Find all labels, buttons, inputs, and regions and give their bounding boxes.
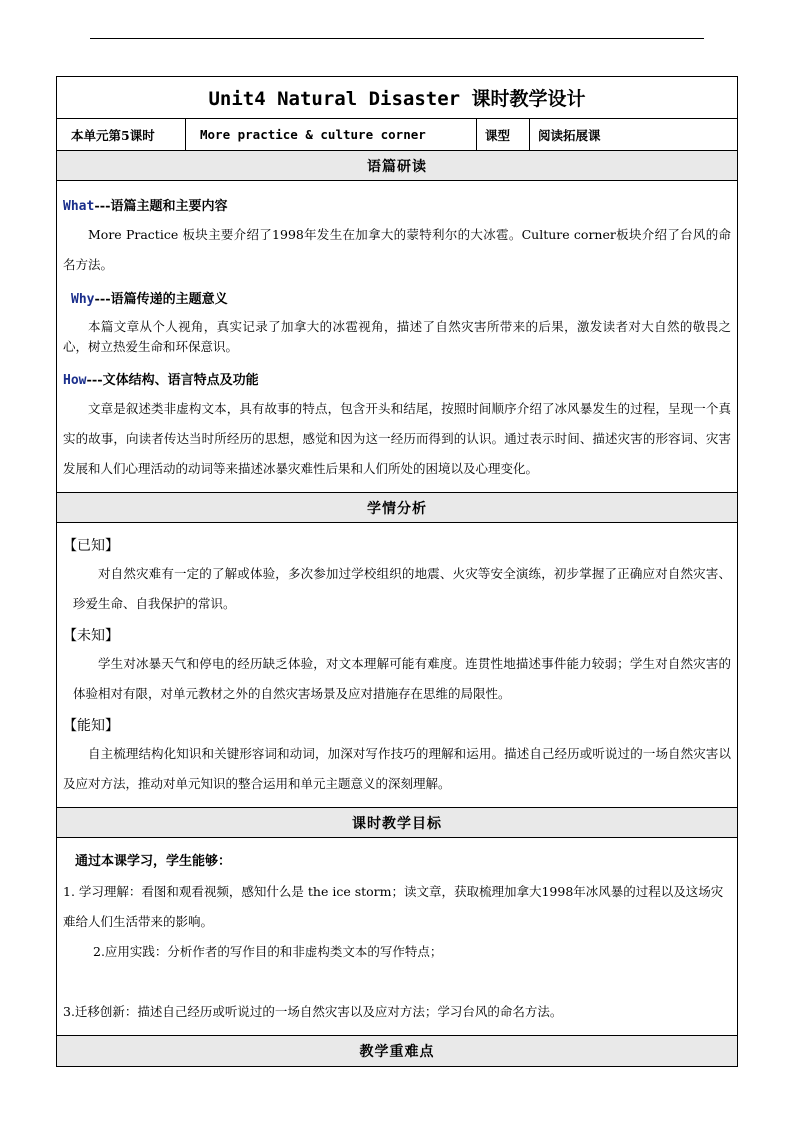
why-en: Why: [71, 292, 95, 307]
can-paragraph: 自主梳理结构化知识和关键形容词和动词，加深对写作技巧的理解和运用。描述自己经历或听说过的一场自然灾害以及应对方法，推动对单元知识的整合运用和单元主题意义的深刻理解。: [63, 746, 731, 791]
unknown-label: 【未知】: [63, 628, 119, 644]
unknown-paragraph: 学生对冰暴天气和停电的经历缺乏体验，对文本理解可能有难度。连贯性地描述事件能力较弱；学生对自然灾害的体验相对有限，对单元教材之外的自然灾害场景及应对措施存在思维的局限性。: [73, 656, 731, 701]
learner-analysis-block: [57, 523, 737, 808]
why-label-text: ---语篇传递的主题意义: [94, 292, 228, 307]
section-heading-objectives: 课时教学目标: [57, 808, 737, 838]
known-label: 【已知】: [63, 538, 119, 554]
lesson-type-label: 课型: [477, 119, 530, 150]
lesson-topic: More practice & culture corner: [186, 119, 477, 150]
how-en: How: [63, 373, 87, 388]
what-label-text: ---语篇主题和主要内容: [94, 199, 228, 214]
page-header-rule: [90, 38, 704, 39]
objectives-lead: 通过本课学习，学生能够：: [75, 854, 232, 869]
how-label: [63, 369, 731, 388]
why-label: [71, 288, 731, 307]
lesson-plan-table: [56, 76, 738, 1067]
what-label: [63, 195, 731, 214]
what-en: What: [63, 199, 95, 214]
objectives-block: [57, 838, 737, 1036]
known-paragraph: 对自然灾难有一定的了解或体验，多次参加过学校组织的地震、火灾等安全演练，初步掌握了正确应对自然灾害、珍爱生命、自我保护的常识。: [73, 566, 731, 611]
can-label: 【能知】: [63, 718, 119, 734]
lesson-type-value: 阅读拓展课: [538, 127, 601, 143]
text-study-block: [57, 181, 737, 493]
objective-1: 1. 学习理解：看图和观看视频，感知什么是 the ice storm；读文章，获取梳理加拿大1998年冰风暴的过程以及这场灾难给人们生活带来的影响。: [63, 884, 724, 929]
section-heading-key-points: 教学重难点: [57, 1036, 737, 1066]
section-heading-learner-analysis: 学情分析: [57, 493, 737, 523]
lesson-number: 本单元第5课时: [57, 119, 186, 150]
how-label-text: ---文体结构、语言特点及功能: [86, 373, 259, 388]
section-heading-text-study: 语篇研读: [57, 151, 737, 181]
objective-3: 3.迁移创新：描述自己经历或听说过的一场自然灾害以及应对方法；学习台风的命名方法。: [63, 1004, 563, 1019]
what-paragraph: More Practice 板块主要介绍了1998年发生在加拿大的蒙特利尔的大冰雹。Culture corner板块介绍了台风的命名方法。: [63, 227, 731, 272]
objective-spacer: [63, 967, 731, 997]
objective-2: 2.应用实践：分析作者的写作目的和非虚构类文本的写作特点；: [93, 944, 443, 959]
why-paragraph: 本篇文章从个人视角，真实记录了加拿大的冰雹视角，描述了自然灾害所带来的后果，激发读者对大自然的敬畏之心，树立热爱生命和环保意识。: [63, 319, 731, 354]
document-title: Unit4 Natural Disaster 课时教学设计: [57, 77, 737, 119]
how-paragraph: 文章是叙述类非虚构文本，具有故事的特点，包含开头和结尾，按照时间顺序介绍了冰风暴发生的过程，呈现一个真实的故事，向读者传达当时所经历的思想，感觉和因为这一经历而得到的认识。通过表示时间、描述灾害的形容词、灾害发展和人们心理活动的动词等来描述冰暴灾难性后果和人们所处的困境以及心理变化。: [63, 401, 731, 476]
meta-row: [57, 119, 737, 151]
